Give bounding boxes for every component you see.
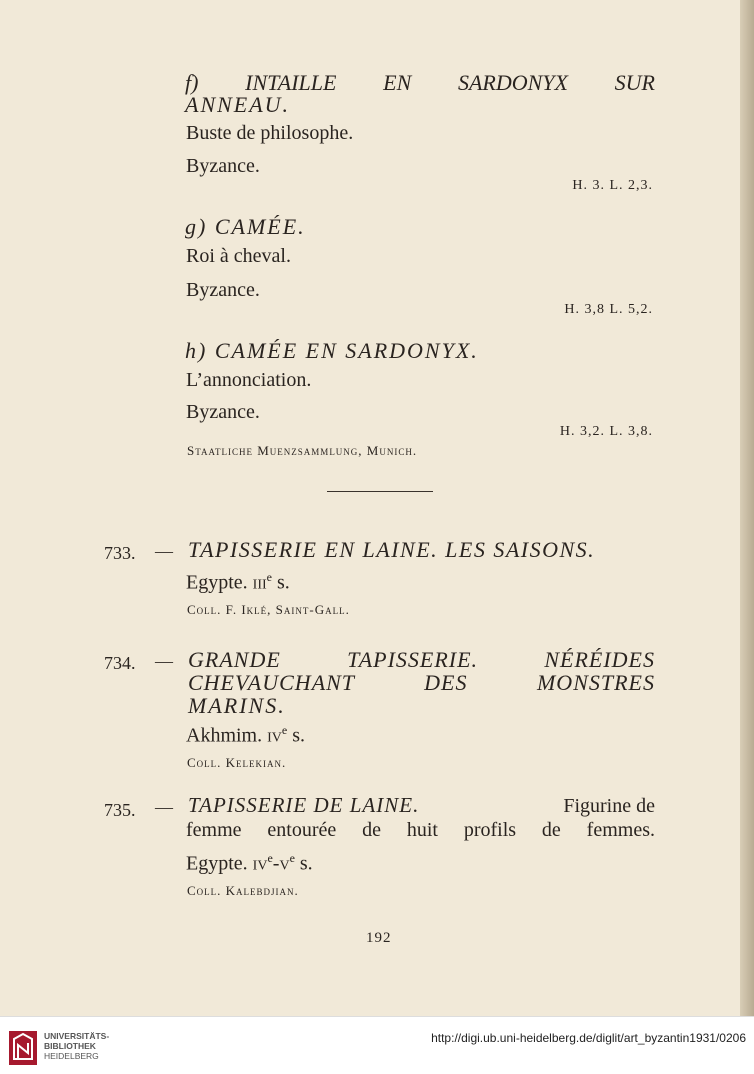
source-url[interactable]: http://digi.ub.uni-heidelberg.de/diglit/art_byzantin1931/0206 (431, 1031, 746, 1045)
university-library-logo-icon (8, 1029, 38, 1067)
entry-g-origin: Byzance. (186, 279, 260, 301)
item-733-title: TAPISSERIE EN LAINE. LES SAISONS. (188, 537, 596, 562)
item-734-number: 734. (104, 653, 136, 673)
entry-h-description: L’annonciation. (186, 369, 312, 391)
entry-f-title-line1: f) INTAILLE EN SARDONYX SUR (185, 70, 655, 95)
item-733-origin: Egypte. iii$^e$ s. (186, 570, 290, 594)
item-735-title: TAPISSERIE DE LAINE. (188, 793, 420, 817)
item-735-dash: — (155, 797, 173, 817)
item-734-title-line3: MARINS. (188, 693, 286, 718)
item-734-title-line1: GRANDE TAPISSERIE. NÉRÉIDES (188, 647, 655, 672)
item-733-dash: — (155, 541, 173, 561)
entry-h-title: h) CAMÉE EN SARDONYX. (185, 338, 479, 363)
item-735-line2: femme entourée de huit profils de femmes. (186, 819, 655, 841)
entry-g-title: g) CAMÉE. (185, 214, 306, 239)
item-734-title-line2: CHEVAUCHANT DES MONSTRES (188, 670, 655, 695)
entry-f-description: Buste de philosophe. (186, 122, 354, 144)
entry-f-dimensions: H. 3. L. 2,3. (572, 178, 653, 193)
item-734-origin: Akhmim. $iv^e$ s. (186, 723, 306, 747)
footer-bar (0, 1016, 754, 1074)
entry-h-collection: Staatliche Muenzsammlung, Munich. (187, 443, 418, 458)
page-number: 192 (366, 930, 392, 946)
library-name: UNIVERSITÄTS- BIBLIOTHEK HEIDELBERG (44, 1031, 110, 1061)
item-735-collection: Coll. Kalebdjian. (187, 883, 299, 898)
item-734-dash: — (155, 651, 173, 671)
item-734-collection: Coll. Kelekian. (187, 755, 287, 770)
entry-h-origin: Byzance. (186, 401, 260, 423)
entry-g-dimensions: H. 3,8 L. 5,2. (564, 302, 653, 317)
entry-f-title-line2: ANNEAU. (185, 92, 291, 117)
entry-h-dimensions: H. 3,2. L. 3,8. (559, 424, 653, 439)
item-735-desc-start: Figurine de (563, 795, 655, 817)
entry-f-origin: Byzance. (186, 155, 260, 177)
section-divider (327, 491, 433, 492)
item-735-origin: Egypte. $iv^e-v^e$ s. (186, 851, 313, 875)
item-733-number: 733. (104, 543, 136, 563)
entry-g-description: Roi à cheval. (186, 245, 291, 267)
page-edge (740, 0, 754, 1016)
item-735-number: 735. (104, 800, 136, 820)
item-735-line1 (188, 793, 655, 818)
item-733-collection: Coll. F. Iklé, Saint-Gall. (187, 602, 350, 617)
